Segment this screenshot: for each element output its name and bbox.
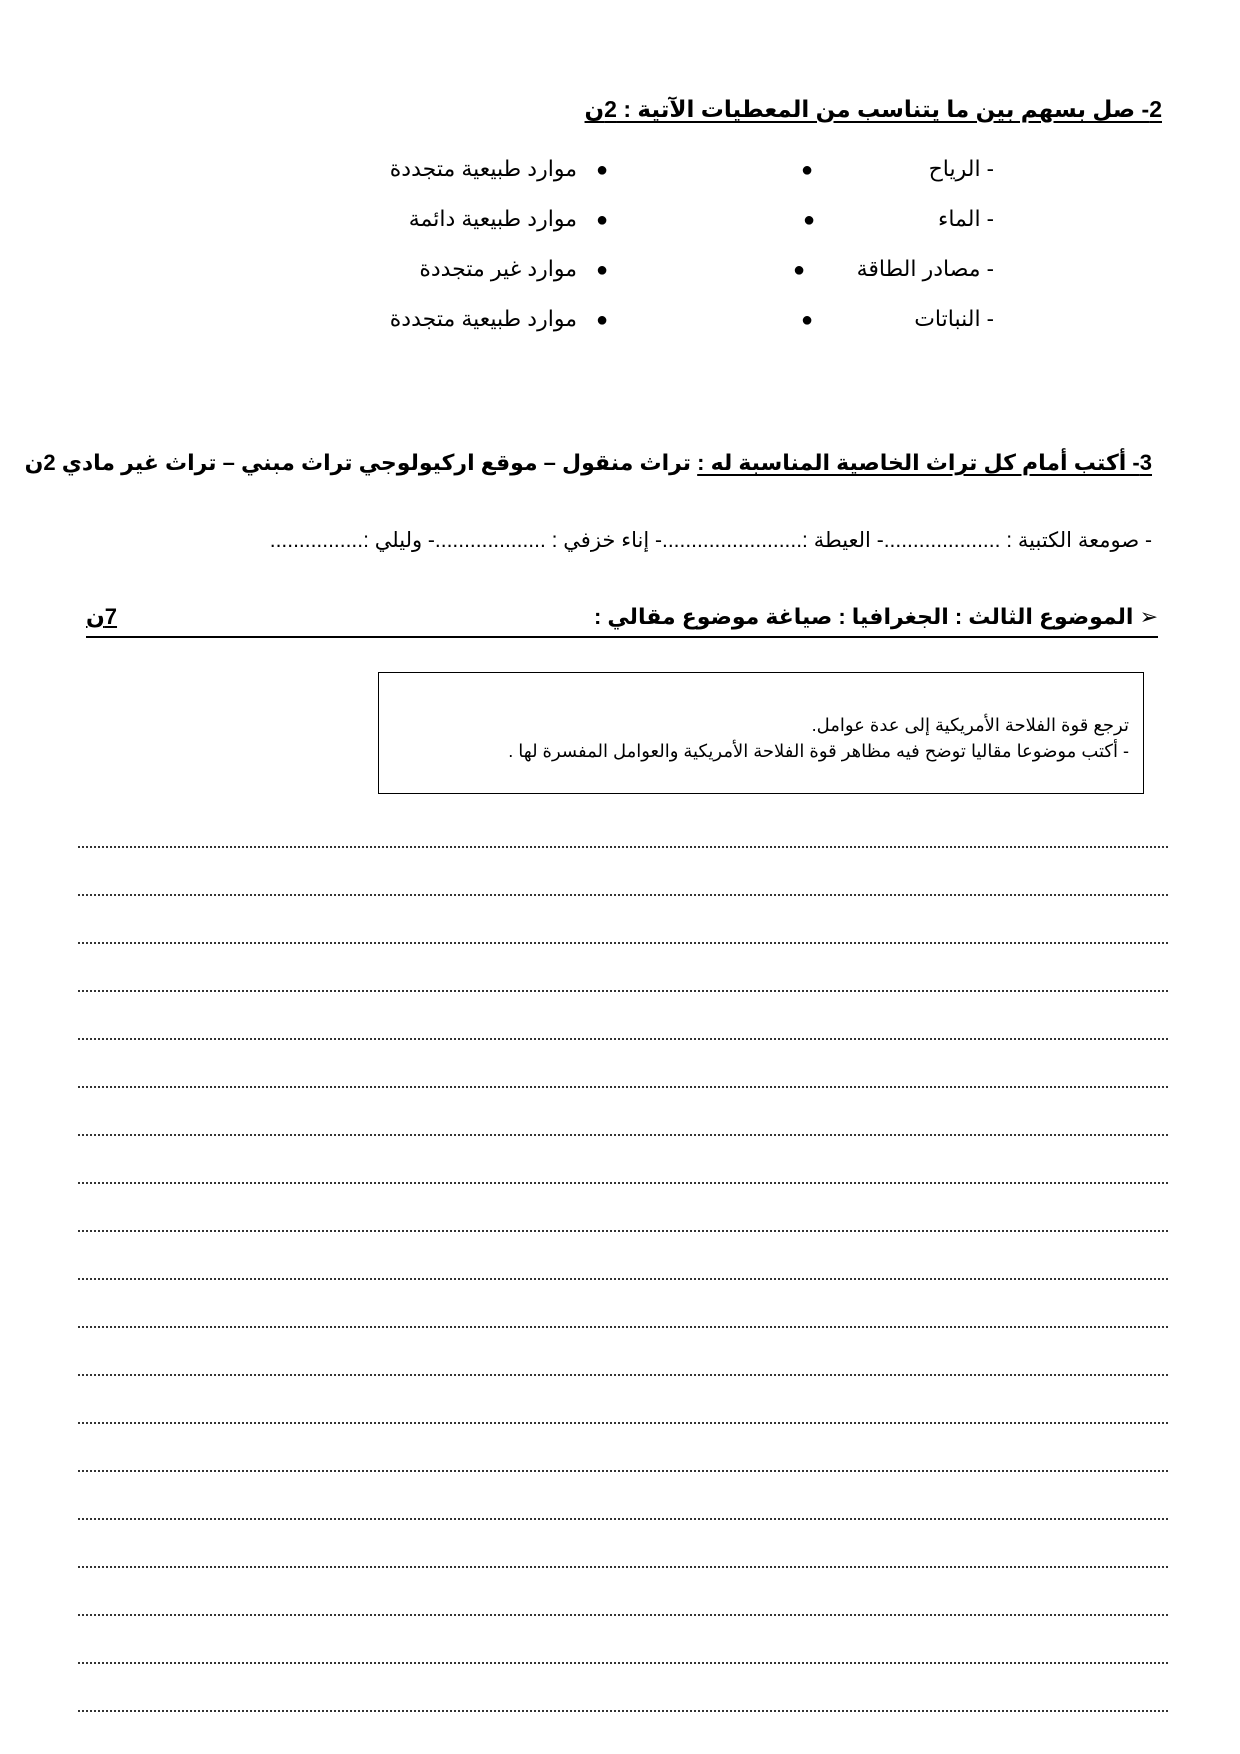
q3-title-options: تراث منقول – موقع اركيولوجي تراث مبني – تراث غير مادي 2ن <box>24 450 698 475</box>
q2-right-bullet-3[interactable]: ● <box>596 259 609 281</box>
topic3-heading <box>86 604 1158 638</box>
q2-title: 2- صل بسهم بين ما يتناسب من المعطيات الآتية : 2ن <box>584 96 1162 122</box>
writing-line[interactable] <box>78 1662 1168 1664</box>
writing-line[interactable] <box>78 1230 1168 1232</box>
q2-left-item-1: - الرياح <box>928 156 994 181</box>
writing-line[interactable] <box>78 1710 1168 1712</box>
writing-line[interactable] <box>78 1086 1168 1088</box>
writing-line[interactable] <box>78 1566 1168 1568</box>
task-box <box>378 672 1144 794</box>
writing-line[interactable] <box>78 990 1168 992</box>
q3-title-prompt: 3- أكتب أمام كل تراث الخاصية المناسبة له : <box>697 450 1152 475</box>
writing-line[interactable] <box>78 1134 1168 1136</box>
q2-right-item-1: موارد طبيعية متجددة <box>389 156 577 181</box>
q2-left-bullet-3[interactable]: ● <box>793 259 806 281</box>
writing-line[interactable] <box>78 846 1168 848</box>
q2-right-item-3: موارد غير متجددة <box>419 256 577 281</box>
writing-line[interactable] <box>78 894 1168 896</box>
writing-line[interactable] <box>78 942 1168 944</box>
writing-line[interactable] <box>78 1614 1168 1616</box>
writing-line[interactable] <box>78 1038 1168 1040</box>
q2-left-bullet-1[interactable]: ● <box>801 159 814 181</box>
q2-left-bullet-2[interactable]: ● <box>803 209 816 231</box>
q2-left-item-3: - مصادر الطاقة <box>856 256 994 281</box>
writing-line[interactable] <box>78 1374 1168 1376</box>
writing-line[interactable] <box>78 1470 1168 1472</box>
writing-line[interactable] <box>78 1182 1168 1184</box>
q2-right-item-2: موارد طبيعية دائمة <box>408 206 577 231</box>
q2-left-item-2: - الماء <box>937 206 994 231</box>
writing-line[interactable] <box>78 1518 1168 1520</box>
q2-right-item-4: موارد طبيعية متجددة <box>389 306 577 331</box>
q2-left-item-4: - النباتات <box>914 306 994 331</box>
q2-left-bullet-4[interactable]: ● <box>801 309 814 331</box>
writing-line[interactable] <box>78 1278 1168 1280</box>
writing-line[interactable] <box>78 1326 1168 1328</box>
topic3-points: 7ن <box>86 604 118 629</box>
q3-title <box>25 450 1152 476</box>
q2-right-bullet-2[interactable]: ● <box>596 209 609 231</box>
task-box-line-1: ترجع قوة الفلاحة الأمريكية إلى عدة عوامل. <box>811 715 1129 735</box>
q3-fill-line[interactable]: - صومعة الكتبية : ....................- العيطة :........................- إناء خزفي : ...................- وليلي :................ <box>269 529 1152 552</box>
task-box-line-2: - أكتب موضوعا مقاليا توضح فيه مظاهر قوة الفلاحة الأمريكية والعوامل المفسرة لها . <box>508 741 1129 761</box>
arrow-icon: ➢ <box>1139 604 1158 629</box>
q2-right-bullet-1[interactable]: ● <box>596 159 609 181</box>
topic3-title-text: الموضوع الثالث : الجغرافيا : صياغة موضوع مقالي : <box>593 604 1134 629</box>
topic3-title <box>594 604 1158 630</box>
writing-line[interactable] <box>78 1422 1168 1424</box>
q2-right-bullet-4[interactable]: ● <box>596 309 609 331</box>
